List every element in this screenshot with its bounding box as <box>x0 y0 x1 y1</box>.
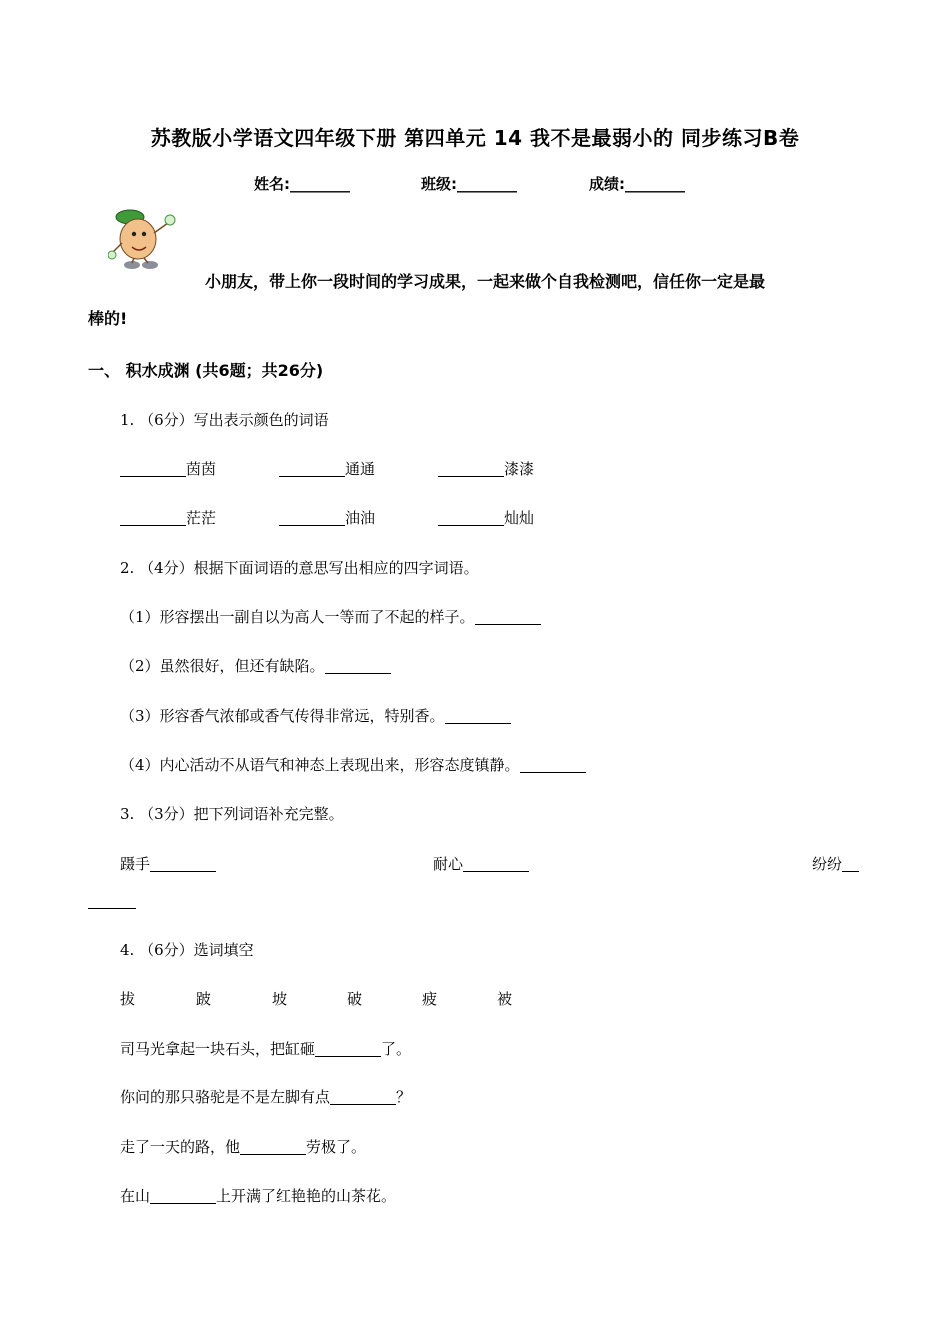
q2-blank-1[interactable] <box>475 609 541 625</box>
q3-item-1: 蹑手 <box>120 853 216 874</box>
q2-item-4: （4）内心活动不从语气和神态上表现出来，形容态度镇静。 <box>120 754 586 775</box>
q2-blank-4[interactable] <box>520 757 586 773</box>
q2-blank-2[interactable] <box>325 658 391 674</box>
q4-option-2: 跛 <box>196 990 212 1008</box>
q2-item-1: （1）形容摆出一副自以为高人一等而了不起的样子。 <box>120 606 541 627</box>
q1-blank-1[interactable] <box>120 461 186 477</box>
q1-blank-4[interactable] <box>120 510 186 526</box>
q2-item-3: （3）形容香气浓郁或香气传得非常远，特别香。 <box>120 705 511 726</box>
q4-sentence-1: 司马光拿起一块石头，把缸砸 了。 <box>120 1040 412 1058</box>
mascot-icon <box>108 203 190 273</box>
q1-item-5: 油油 <box>279 507 375 528</box>
q1-blank-2[interactable] <box>279 461 345 477</box>
section-1-heading: 一、 积水成渊 (共6题；共26分) <box>88 361 324 380</box>
q3-blank-2[interactable] <box>463 856 529 872</box>
q1-item-1: 茵茵 <box>120 458 216 479</box>
q4-option-4: 破 <box>347 990 363 1008</box>
q4-blank-1[interactable] <box>315 1041 381 1057</box>
q4-sentence-4: 在山 上开满了红艳艳的山茶花。 <box>120 1187 397 1205</box>
q3-item-2: 耐心 <box>433 853 529 874</box>
q2-blank-3[interactable] <box>445 708 511 724</box>
q2-item-2: （2）虽然很好，但还有缺陷。 <box>120 655 391 676</box>
q4-blank-2[interactable] <box>330 1089 396 1105</box>
page-title: 苏教版小学语文四年级下册 第四单元 14 我不是最弱小的 同步练习B卷 <box>150 126 800 150</box>
q4-option-3: 坡 <box>272 990 288 1008</box>
q1-item-4: 茫茫 <box>120 507 216 528</box>
q3-item-3: 纷纷 <box>812 853 859 874</box>
class-field[interactable]: 班级:________ <box>421 175 517 193</box>
q4-blank-4[interactable] <box>150 1188 216 1204</box>
q2-stem: 2. （4分）根据下面词语的意思写出相应的四字词语。 <box>120 559 479 577</box>
q3-stem: 3. （3分）把下列词语补充完整。 <box>120 805 344 823</box>
q4-option-6: 被 <box>497 990 513 1008</box>
q1-blank-5[interactable] <box>279 510 345 526</box>
q4-sentence-3: 走了一天的路，他 劳极了。 <box>120 1138 367 1156</box>
q4-blank-3[interactable] <box>240 1139 306 1155</box>
q1-item-6: 灿灿 <box>438 507 534 528</box>
q1-blank-3[interactable] <box>438 461 504 477</box>
q4-sentence-2: 你问的那只骆驼是不是左脚有点 ？ <box>120 1088 412 1106</box>
q3-blank-1[interactable] <box>150 856 216 872</box>
score-field[interactable]: 成绩:________ <box>589 175 685 193</box>
q4-option-5: 疲 <box>422 990 438 1008</box>
q1-blank-6[interactable] <box>438 510 504 526</box>
q3-blank-3[interactable] <box>842 856 859 872</box>
intro-line-1: 小朋友，带上你一段时间的学习成果，一起来做个自我检测吧，信任你一定是最 <box>205 272 766 291</box>
q1-item-3: 漆漆 <box>438 458 534 479</box>
q1-item-2: 通通 <box>279 458 375 479</box>
q4-option-1: 拔 <box>120 990 136 1008</box>
q3-blank-3-continued[interactable] <box>88 892 136 910</box>
q4-stem: 4. （6分）选词填空 <box>120 941 254 959</box>
name-field[interactable]: 姓名:________ <box>254 175 350 193</box>
q1-stem: 1. （6分）写出表示颜色的词语 <box>120 411 329 429</box>
intro-line-2: 棒的! <box>88 309 128 328</box>
